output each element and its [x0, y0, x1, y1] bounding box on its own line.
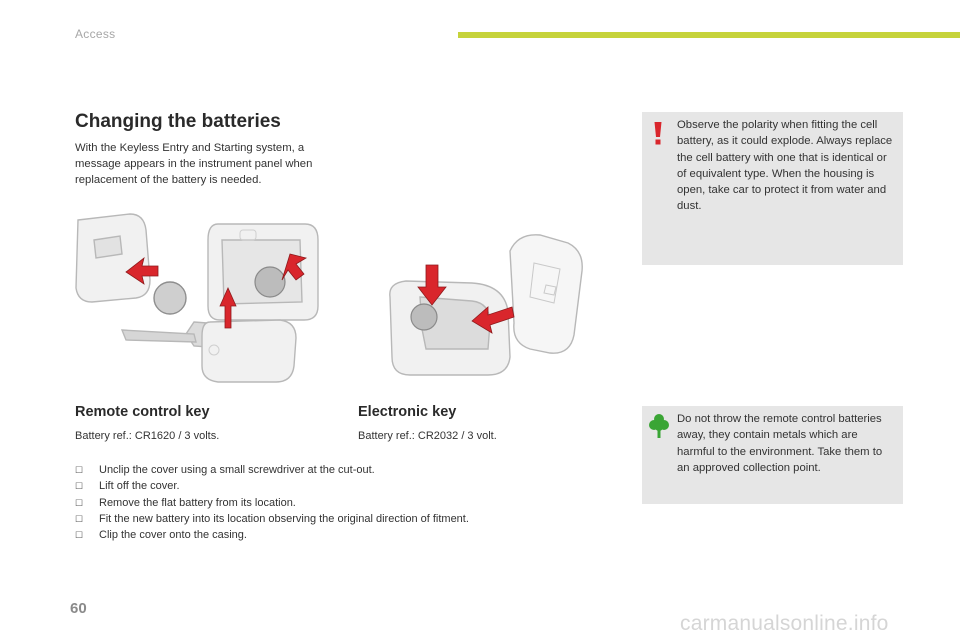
checkbox-bullet-icon: ☐: [75, 481, 84, 492]
page-title: Changing the batteries: [75, 111, 281, 132]
warning-text: Observe the polarity when fitting the cell battery, as it could explode. Always replace the cell battery with one that is identical or of equivalent type. When the housing is open, take car to protect it from water and dust.: [677, 119, 893, 213]
intro-text: With the Keyless Entry and Starting system, a message appears in the instrument panel when replacement of the battery is needed.: [75, 142, 313, 186]
list-item: ☐ Lift off the cover.: [75, 478, 469, 494]
checkbox-bullet-icon: ☐: [75, 465, 84, 475]
electronic-key-illustration: [380, 225, 590, 385]
section-accent-bar: [458, 32, 960, 38]
remote-key-battery-ref: Battery ref.: CR1620 / 3 volts.: [75, 430, 220, 442]
remote-key-title: Remote control key: [75, 404, 210, 420]
exclamation-icon: [652, 120, 664, 146]
list-item: ☐ Fit the new battery into its location observing the original direction of fitment.: [75, 511, 469, 527]
list-item: ☐ Remove the flat battery from its location.: [75, 495, 469, 511]
environment-text: Do not throw the remote control batteries away, they contain metals which are harmful to the environment. Take them to an approved collection point.: [677, 413, 883, 474]
watermark: carmanualsonline.info: [680, 612, 889, 635]
warning-note: [642, 112, 903, 265]
electronic-key-battery-ref: Battery ref.: CR2032 / 3 volt.: [358, 430, 497, 442]
checkbox-bullet-icon: ☐: [75, 513, 84, 524]
page-number: 60: [70, 600, 87, 617]
environment-note: [642, 406, 903, 504]
tree-icon: [649, 413, 669, 439]
steps-list: [75, 462, 469, 543]
checkbox-bullet-icon: ☐: [75, 530, 84, 541]
remote-key-illustration: [70, 210, 330, 390]
electronic-key-title: Electronic key: [358, 404, 457, 420]
list-item: ☐ Clip the cover onto the casing.: [75, 527, 469, 543]
section-label: Access: [75, 27, 116, 41]
checkbox-bullet-icon: ☐: [75, 497, 84, 508]
list-item: ☐ Unclip the cover using a small screwdriver at the cut-out.: [75, 462, 469, 478]
